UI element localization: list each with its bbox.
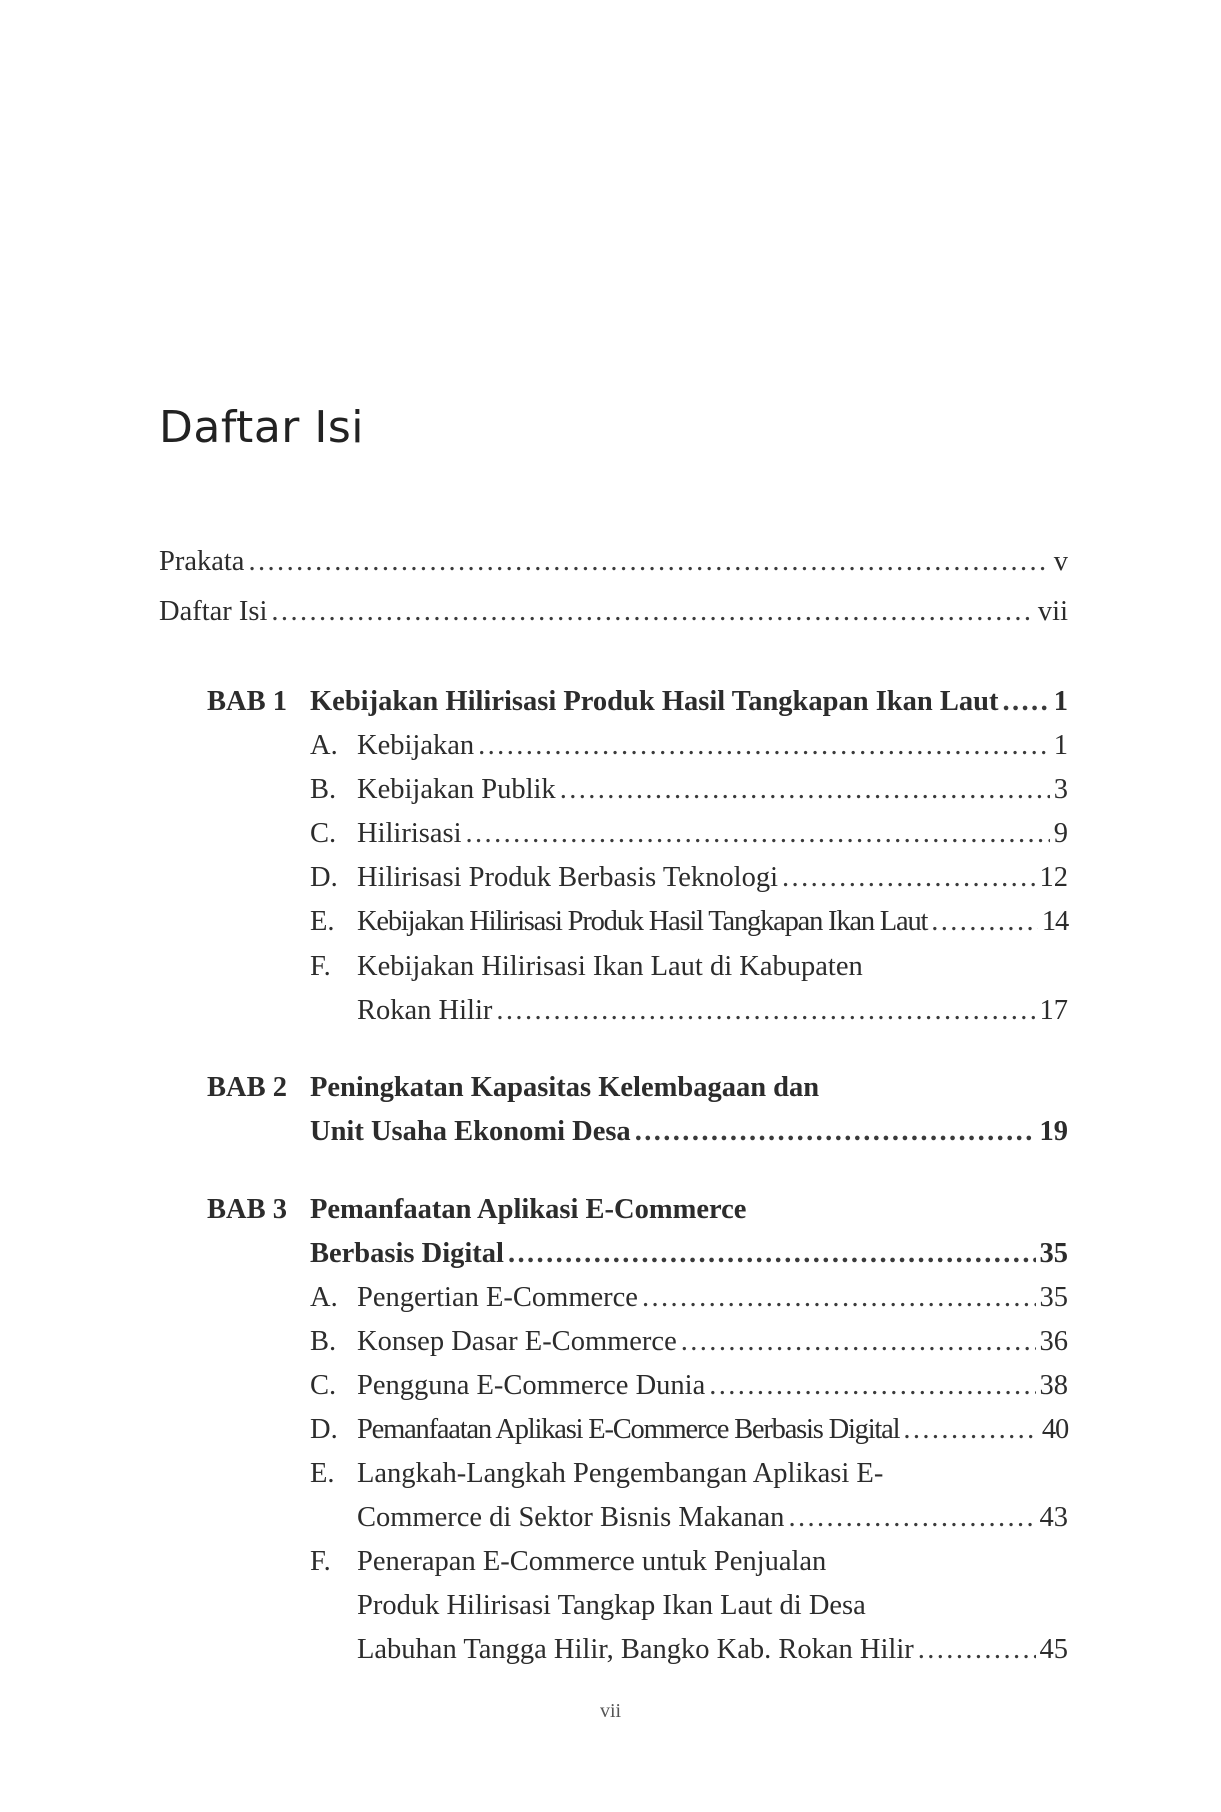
toc-entry-prakata[interactable]: [159, 548, 1068, 577]
section-letter: B.: [310, 774, 337, 805]
dot-leader: [466, 820, 1050, 849]
section-label: Kebijakan: [357, 730, 475, 761]
section-label-line[interactable]: Langkah-Langkah Pengembangan Aplikasi E-: [357, 1458, 884, 1489]
dot-leader: [642, 1284, 1036, 1313]
toc-entry-page: v: [1053, 546, 1068, 577]
chapter-title: Unit Usaha Ekonomi Desa: [310, 1116, 631, 1147]
section-letter: F.: [310, 1546, 331, 1577]
section-page: 40: [1041, 1414, 1068, 1445]
dot-leader: [271, 598, 1034, 627]
toc-entry-label: Daftar Isi: [159, 596, 268, 627]
dot-leader: [560, 776, 1050, 805]
toc-section-3b[interactable]: [357, 1328, 1068, 1357]
dot-leader: [782, 864, 1035, 893]
section-label: Pemanfaatan Aplikasi E-Commerce Berbasis Digital: [357, 1414, 900, 1445]
page-title: Daftar Isi: [159, 402, 364, 453]
section-page: 35: [1039, 1282, 1068, 1313]
chapter-page: 1: [1053, 686, 1068, 717]
toc-chapter-1[interactable]: [310, 688, 1068, 717]
dot-leader: [635, 1118, 1036, 1147]
chapter-title: Kebijakan Hilirisasi Produk Hasil Tangkapan Ikan Laut: [310, 686, 999, 717]
section-page: 14: [1041, 906, 1068, 937]
section-letter: D.: [310, 1414, 338, 1445]
dot-leader: [496, 997, 1035, 1026]
toc-section-1d[interactable]: [357, 864, 1068, 893]
toc-section-1e[interactable]: [357, 908, 1068, 937]
chapter-title-line[interactable]: Peningkatan Kapasitas Kelembagaan dan: [310, 1072, 820, 1103]
section-label: Pengertian E-Commerce: [357, 1282, 638, 1313]
toc-section-1f[interactable]: [357, 997, 1068, 1026]
chapter-number: BAB 3: [207, 1194, 287, 1225]
toc-entry-label: Prakata: [159, 546, 245, 577]
dot-leader: [1002, 688, 1049, 717]
section-page: 12: [1039, 862, 1068, 893]
section-label: Kebijakan Hilirisasi Produk Hasil Tangkapan Ikan Laut: [357, 906, 928, 937]
dot-leader: [918, 1636, 1036, 1665]
toc-section-3f[interactable]: [357, 1636, 1068, 1665]
section-page: 1: [1053, 730, 1068, 761]
chapter-number: BAB 1: [207, 686, 287, 717]
toc-section-3d[interactable]: [357, 1416, 1068, 1445]
section-label: Rokan Hilir: [357, 995, 493, 1026]
dot-leader: [508, 1240, 1036, 1269]
section-page: 9: [1053, 818, 1068, 849]
section-label: Commerce di Sektor Bisnis Makanan: [357, 1502, 785, 1533]
toc-entry-page: vii: [1037, 596, 1068, 627]
section-letter: E.: [310, 906, 335, 937]
dot-leader: [681, 1328, 1036, 1357]
dot-leader: [248, 548, 1049, 577]
toc-chapter-3[interactable]: [310, 1240, 1068, 1269]
section-page: 45: [1039, 1634, 1068, 1665]
section-page: 43: [1039, 1502, 1068, 1533]
section-label-line[interactable]: Produk Hilirisasi Tangkap Ikan Laut di Desa: [357, 1590, 866, 1621]
dot-leader: [788, 1504, 1035, 1533]
section-label: Pengguna E-Commerce Dunia: [357, 1370, 706, 1401]
dot-leader: [931, 908, 1038, 937]
chapter-title-line[interactable]: Pemanfaatan Aplikasi E-Commerce: [310, 1194, 747, 1225]
section-letter: C.: [310, 818, 337, 849]
toc-section-1b[interactable]: [357, 776, 1068, 805]
section-letter: E.: [310, 1458, 335, 1489]
dot-leader: [903, 1416, 1038, 1445]
section-letter: F.: [310, 951, 331, 982]
chapter-number: BAB 2: [207, 1072, 287, 1103]
section-page: 36: [1039, 1326, 1068, 1357]
page-number: vii: [599, 1700, 622, 1722]
section-label: Hilirisasi: [357, 818, 462, 849]
dot-leader: [709, 1372, 1035, 1401]
chapter-page: 35: [1039, 1238, 1068, 1269]
section-letter: C.: [310, 1370, 337, 1401]
toc-entry-daftar-isi[interactable]: [159, 598, 1068, 627]
section-letter: B.: [310, 1326, 337, 1357]
section-letter: A.: [310, 1282, 338, 1313]
section-letter: D.: [310, 862, 338, 893]
section-label: Kebijakan Publik: [357, 774, 556, 805]
section-page: 17: [1039, 995, 1068, 1026]
dot-leader: [478, 732, 1050, 761]
toc-section-3c[interactable]: [357, 1372, 1068, 1401]
toc-chapter-2[interactable]: [310, 1118, 1068, 1147]
section-label: Konsep Dasar E-Commerce: [357, 1326, 677, 1357]
section-label-line[interactable]: Kebijakan Hilirisasi Ikan Laut di Kabupaten: [357, 951, 863, 982]
toc-section-1a[interactable]: [357, 732, 1068, 761]
section-letter: A.: [310, 730, 338, 761]
toc-section-3a[interactable]: [357, 1284, 1068, 1313]
toc-section-1c[interactable]: [357, 820, 1068, 849]
section-page: 3: [1053, 774, 1068, 805]
chapter-title: Berbasis Digital: [310, 1238, 504, 1269]
section-label-line[interactable]: Penerapan E-Commerce untuk Penjualan: [357, 1546, 827, 1577]
section-label: Hilirisasi Produk Berbasis Teknologi: [357, 862, 779, 893]
section-page: 38: [1039, 1370, 1068, 1401]
toc-section-3e[interactable]: [357, 1504, 1068, 1533]
section-label: Labuhan Tangga Hilir, Bangko Kab. Rokan Hilir: [357, 1634, 914, 1665]
chapter-page: 19: [1039, 1116, 1068, 1147]
